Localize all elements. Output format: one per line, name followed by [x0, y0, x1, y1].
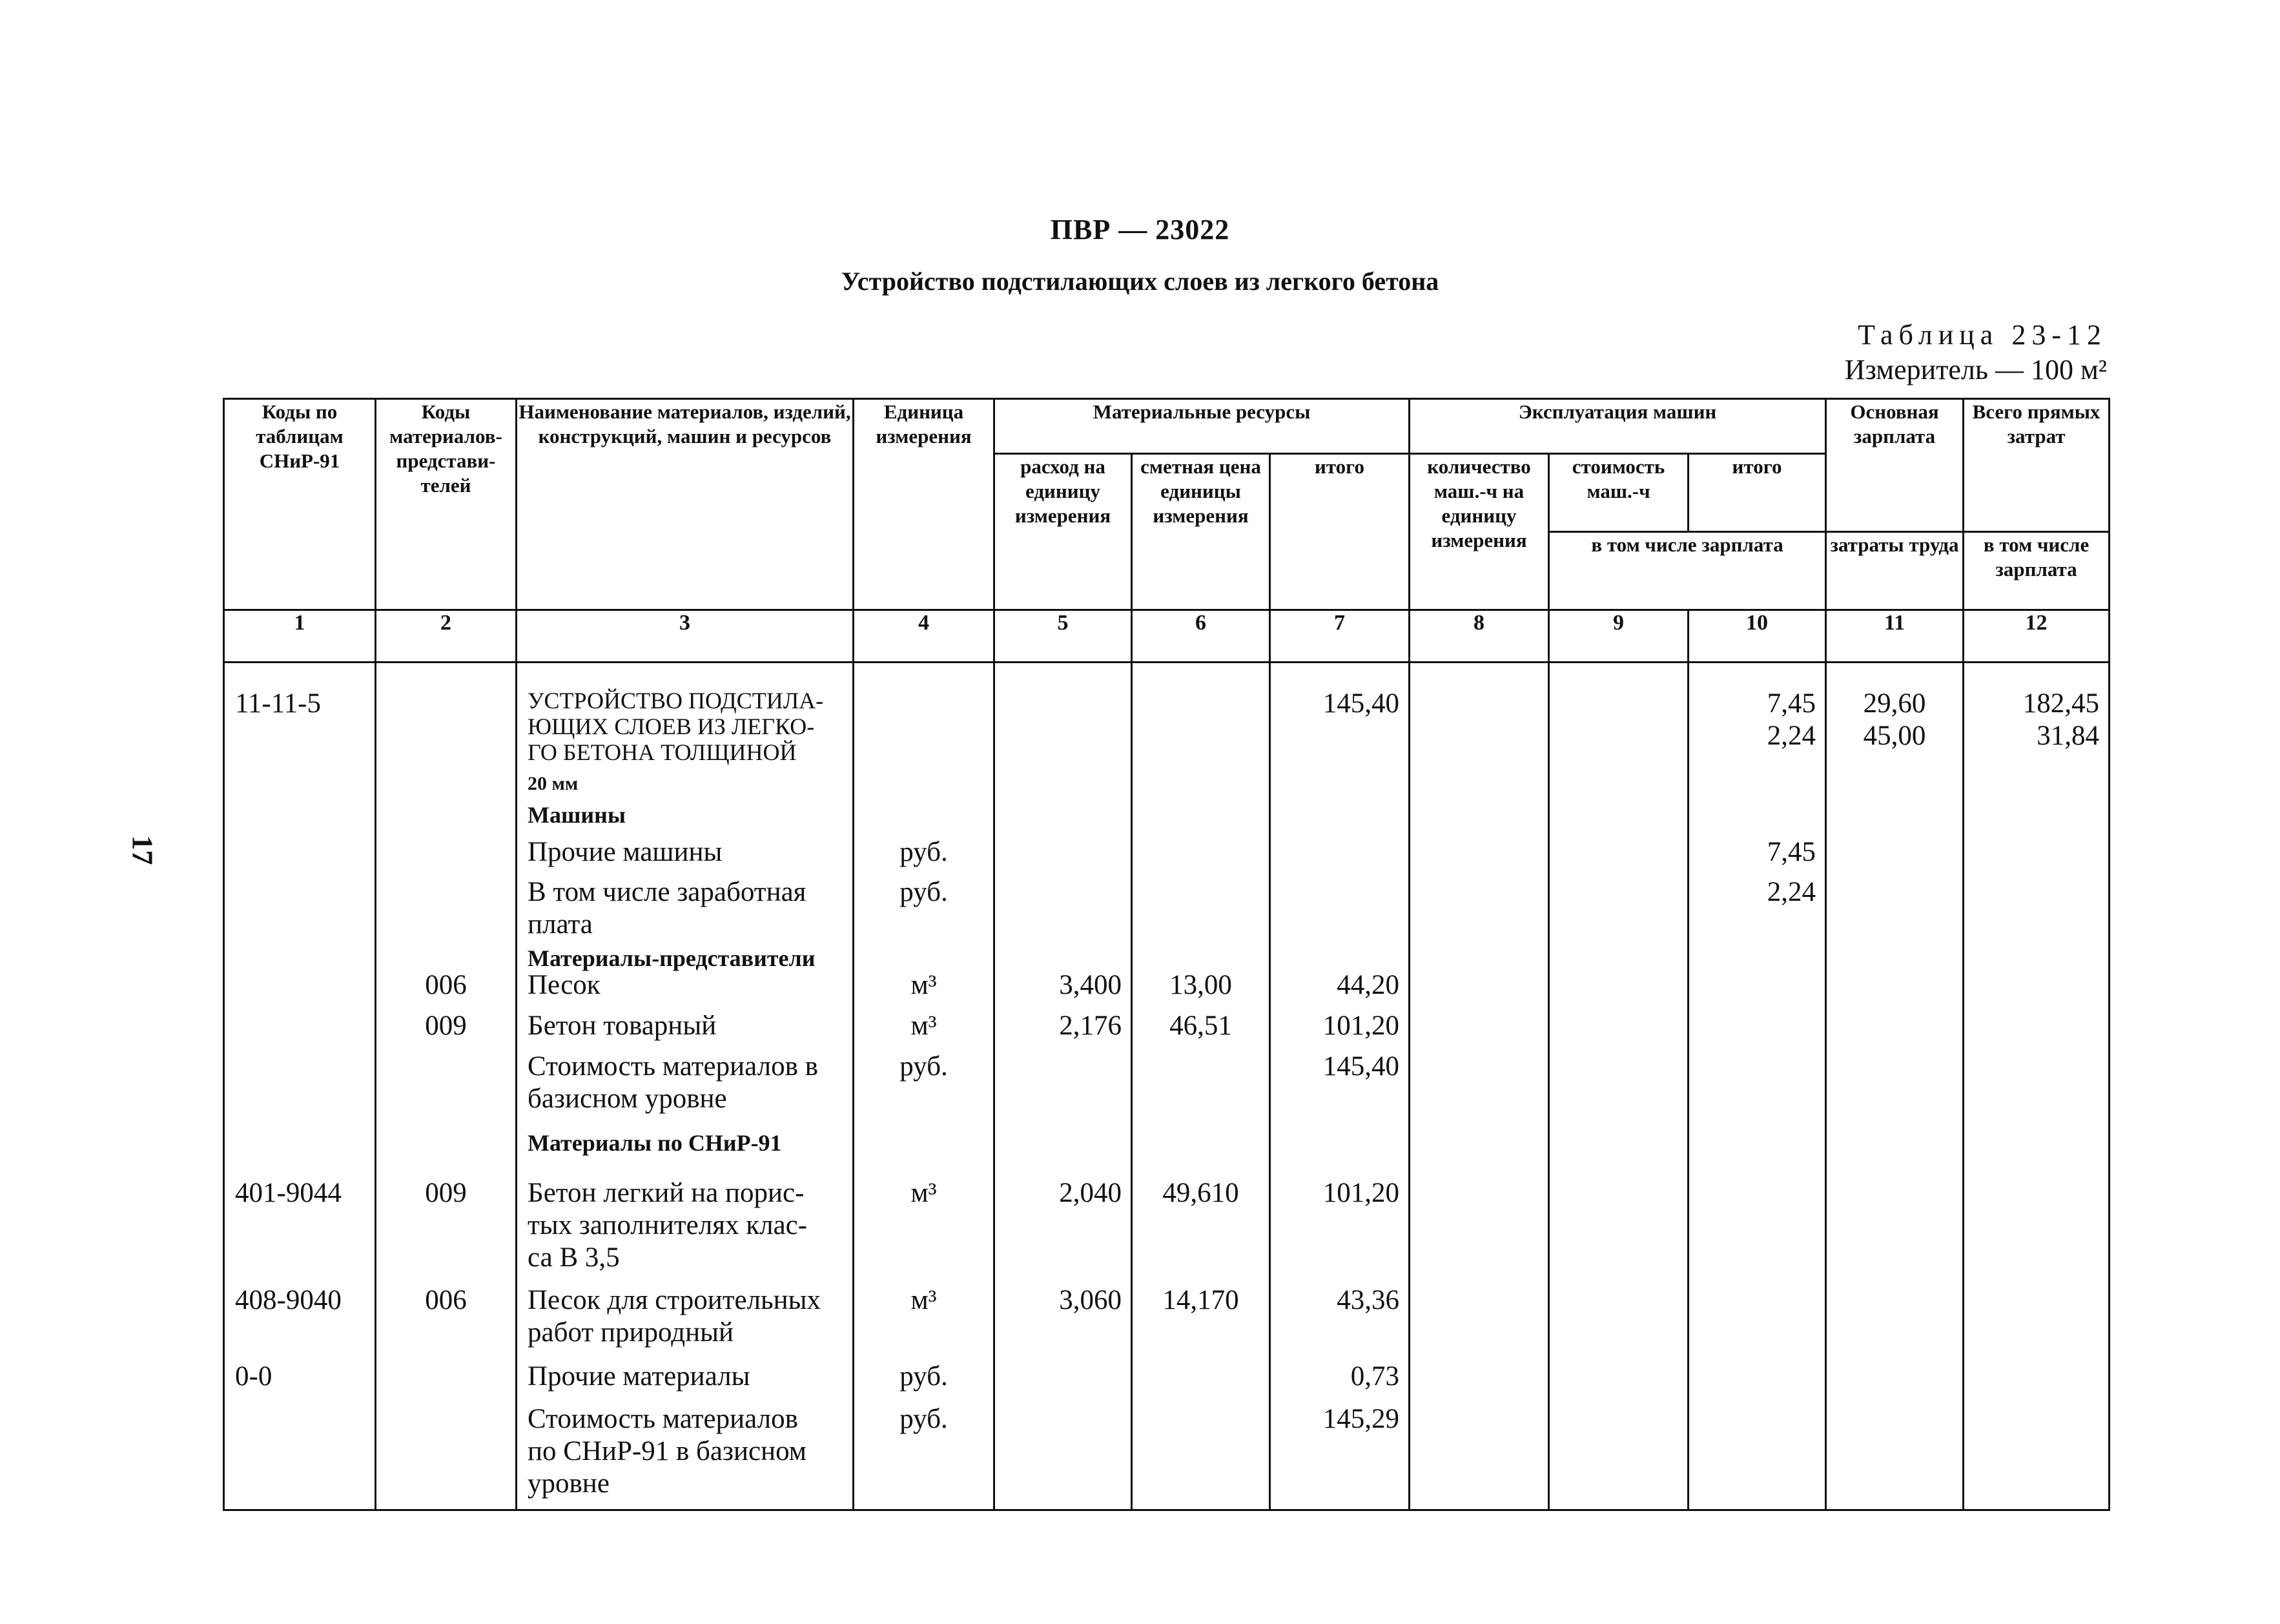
item-name: Прочие материалы: [528, 1361, 750, 1392]
code-cell: 11-11-5: [235, 688, 321, 719]
item-name: Песок для строительных: [528, 1285, 821, 1315]
unit-cell: руб.: [899, 877, 948, 907]
document-title: ПВР — 23022: [1050, 214, 1230, 245]
unit-cell: руб.: [899, 1404, 948, 1434]
value-cell: 14,170: [1162, 1285, 1239, 1315]
value-cell: 2,24: [1767, 877, 1816, 907]
value-cell: 46,51: [1169, 1011, 1232, 1041]
header-unit-price: сметная цена единицы измерения: [1132, 454, 1270, 610]
code-cell: 0-0: [235, 1361, 272, 1392]
value-cell: 145,40: [1322, 1051, 1400, 1082]
page-number: 17: [126, 835, 159, 865]
column-number: 5: [994, 610, 1132, 663]
unit-cell: руб.: [899, 1361, 948, 1392]
unit-cell: руб.: [899, 1051, 948, 1082]
column-number: 11: [1826, 610, 1964, 663]
header-machines-wage: в том числе зарплата: [1549, 532, 1826, 610]
unit-cell: м³: [910, 970, 937, 1000]
item-name: Стоимость материалов в: [528, 1051, 818, 1082]
header-machine-operation: Эксплуатация машин: [1410, 399, 1826, 454]
column-number: 1: [224, 610, 376, 663]
unit-cell: м³: [910, 1011, 937, 1041]
header-materials-total: итого: [1270, 454, 1410, 610]
item-name: Бетон легкий на порис-: [528, 1178, 805, 1208]
column-names: [517, 663, 854, 1510]
estimate-table: [223, 398, 2110, 1511]
value-cell: 101,20: [1322, 1011, 1400, 1041]
rep-code-cell: 006: [425, 970, 467, 1000]
rep-code-cell: 009: [425, 1011, 467, 1041]
header-labor-costs: затраты труда: [1826, 532, 1964, 610]
item-name: плата: [528, 909, 593, 940]
header-material-resources: Материальные ресурсы: [994, 399, 1410, 454]
value-cell: 29,60: [1863, 688, 1926, 719]
value-cell: 145,29: [1322, 1404, 1400, 1434]
column-number: 4: [854, 610, 994, 663]
value-cell: 13,00: [1169, 970, 1232, 1000]
unit-cell: м³: [910, 1285, 937, 1315]
header-codes-snir: Коды по таблицам СНиР-91: [224, 399, 376, 610]
column-machines-total: [1689, 663, 1826, 1510]
value-cell: 45,00: [1863, 721, 1926, 751]
header-base-wage: Основная зарплата: [1826, 399, 1964, 532]
work-title-line: ЮЩИХ СЛОЕВ ИЗ ЛЕГКО-: [528, 714, 815, 739]
work-title-line: ГО БЕТОНА ТОЛЩИНОЙ: [528, 739, 797, 765]
measure-unit: Измеритель — 100 м²: [1844, 354, 2107, 385]
column-machine-hours: [1410, 663, 1549, 1510]
rep-code-cell: 006: [425, 1285, 467, 1315]
item-name: Стоимость материалов: [528, 1404, 798, 1434]
work-title-line: 20 мм: [528, 773, 579, 794]
header-machine-hours: количество маш.-ч на единицу измерения: [1410, 454, 1549, 610]
column-unit-price: [1132, 663, 1270, 1510]
column-number: 7: [1270, 610, 1410, 663]
item-name: В том числе заработная: [528, 877, 806, 907]
column-numbers-row: [224, 610, 2110, 663]
value-cell: 101,20: [1322, 1178, 1400, 1208]
column-machine-hour-cost: [1549, 663, 1689, 1510]
value-cell: 31,84: [2037, 721, 2100, 751]
column-codes-snir: [224, 663, 376, 1510]
item-name: Песок: [528, 970, 601, 1000]
column-number: 8: [1410, 610, 1549, 663]
header-consumption: расход на единицу измерения: [994, 454, 1132, 610]
value-cell: 145,40: [1322, 688, 1400, 719]
column-number: 6: [1132, 610, 1270, 663]
column-number: 3: [517, 610, 854, 663]
header-codes-representatives: Коды материалов-представи-телей: [376, 399, 517, 610]
unit-cell: руб.: [899, 837, 948, 867]
unit-cell: м³: [910, 1178, 937, 1208]
column-materials-total: [1270, 663, 1410, 1510]
value-cell: 7,45: [1767, 837, 1816, 867]
value-cell: 49,610: [1162, 1178, 1239, 1208]
section-heading-representatives: Материалы-представители: [528, 945, 816, 971]
column-number: 12: [1964, 610, 2110, 663]
value-cell: 2,040: [1059, 1178, 1122, 1208]
value-cell: 44,20: [1337, 970, 1400, 1000]
work-title-line: УСТРОЙСТВО ПОДСТИЛА-: [528, 688, 824, 714]
column-codes-representatives: [376, 663, 517, 1510]
item-name: базисном уровне: [528, 1084, 727, 1114]
item-name: Бетон товарный: [528, 1011, 717, 1041]
value-cell: 43,36: [1337, 1285, 1400, 1315]
item-name: Прочие машины: [528, 837, 723, 867]
value-cell: 2,24: [1767, 721, 1816, 751]
document-subtitle: Устройство подстилающих слоев из легкого бетона: [841, 267, 1439, 296]
value-cell: 182,45: [2022, 688, 2100, 719]
header-total-direct-costs: Всего прямых затрат: [1964, 399, 2110, 532]
value-cell: 2,176: [1059, 1011, 1122, 1041]
header-machines-total: итого: [1689, 454, 1826, 532]
item-name: са В 3,5: [528, 1242, 620, 1273]
column-number: 2: [376, 610, 517, 663]
section-heading-snir: Материалы по СНиР-91: [528, 1130, 782, 1156]
code-cell: 408-9040: [235, 1285, 342, 1315]
column-number: 9: [1549, 610, 1689, 663]
column-base-wage: [1826, 663, 1964, 1510]
header-name: Наименование материалов, изделий, конструкций, машин и ресурсов: [517, 399, 854, 610]
header-unit: Единица измерения: [854, 399, 994, 610]
column-total-direct: [1964, 663, 2110, 1510]
code-cell: 401-9044: [235, 1178, 342, 1208]
header-machine-hour-cost: стоимость маш.-ч: [1549, 454, 1689, 532]
column-consumption: [994, 663, 1132, 1510]
value-cell: 7,45: [1767, 688, 1816, 719]
table-body: [224, 663, 2110, 1510]
value-cell: 3,400: [1059, 970, 1122, 1000]
table-number: Таблица 23-12: [1858, 319, 2107, 351]
item-name: уровне: [528, 1468, 610, 1499]
column-units: [854, 663, 994, 1510]
rep-code-cell: 009: [425, 1178, 467, 1208]
table-label-block: [1845, 318, 2107, 387]
column-number: 10: [1689, 610, 1826, 663]
value-cell: 3,060: [1059, 1285, 1122, 1315]
item-name: работ природный: [528, 1317, 734, 1348]
header-direct-wage: в том числе зарплата: [1964, 532, 2110, 610]
item-name: тых заполнителях клас-: [528, 1210, 808, 1240]
value-cell: 0,73: [1350, 1361, 1400, 1392]
item-name: по СНиР-91 в базисном: [528, 1436, 806, 1466]
section-heading-machines: Машины: [528, 802, 626, 828]
